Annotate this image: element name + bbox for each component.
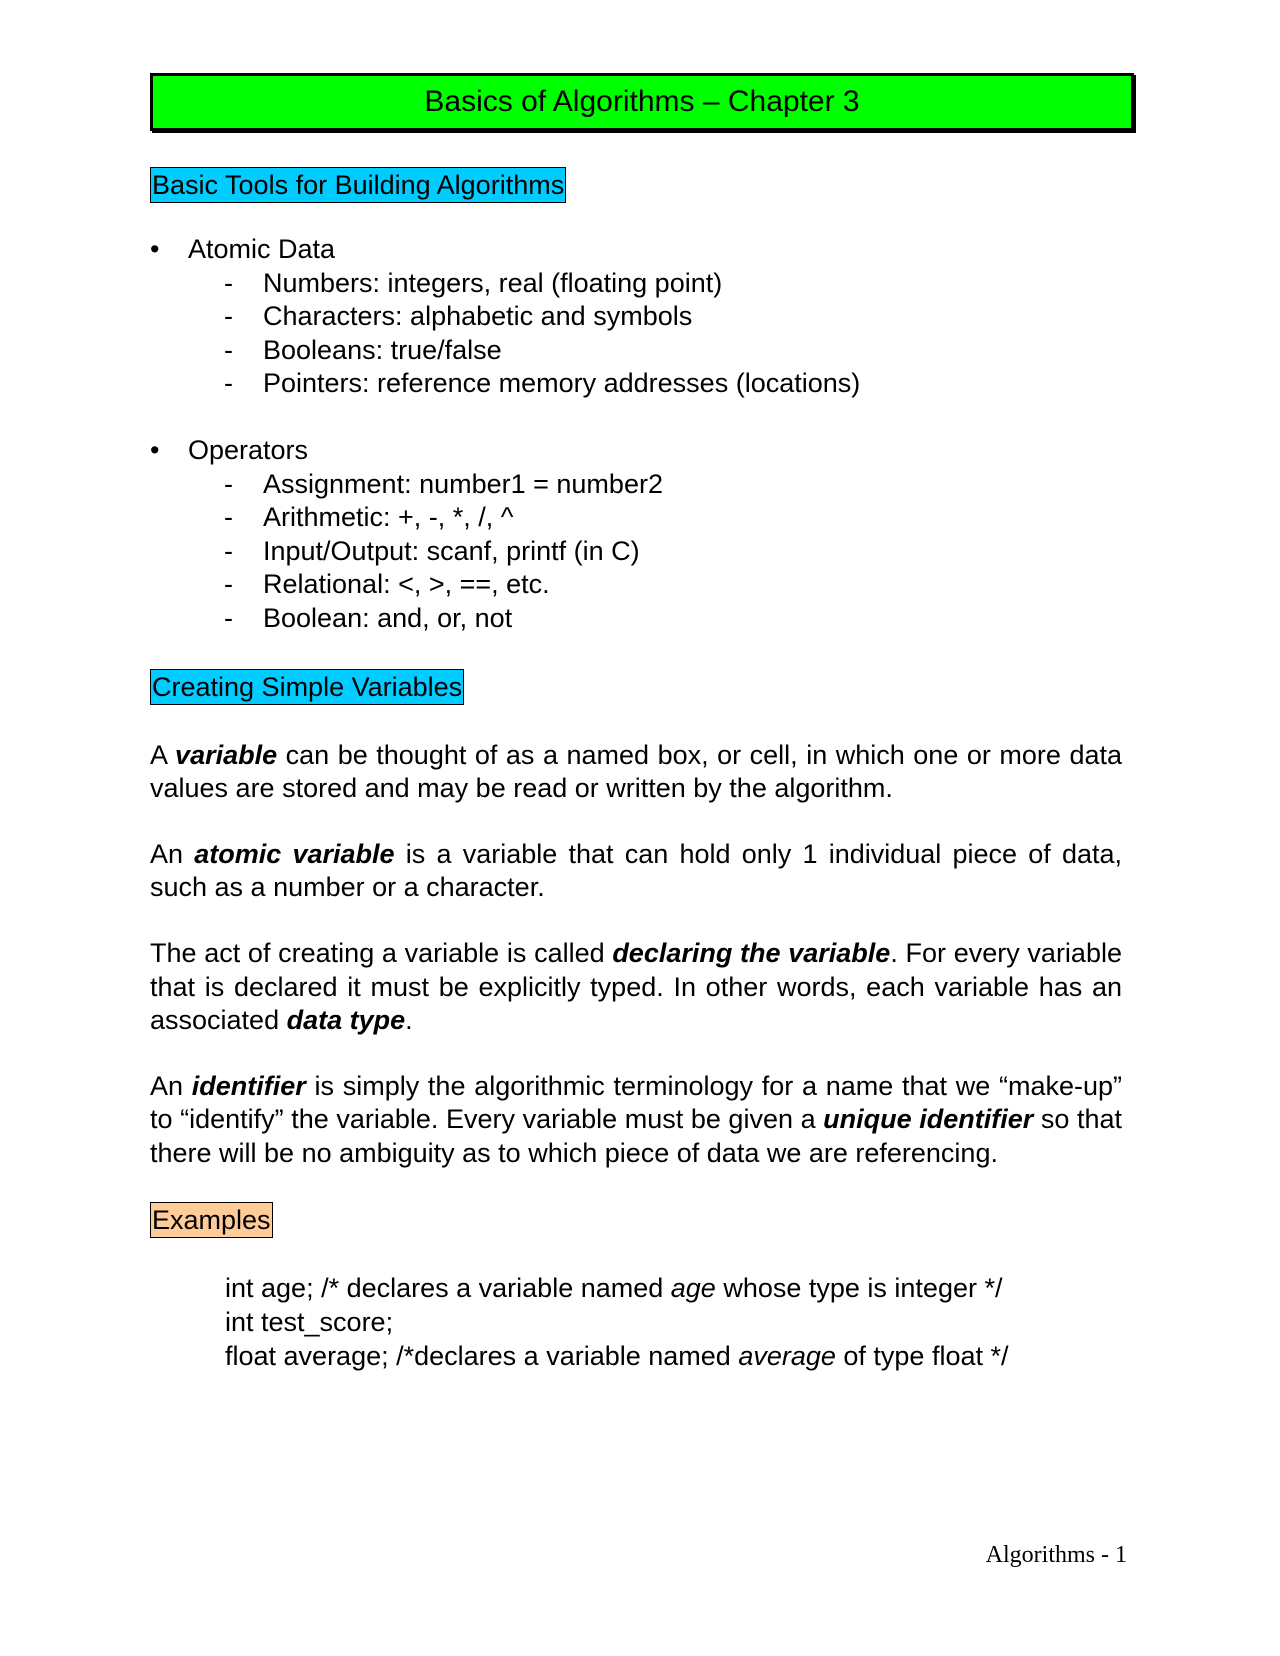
bullet-operators bbox=[150, 434, 1134, 636]
list-item: - Relational: <, >, ==, etc. bbox=[224, 569, 550, 600]
page-title-text: Basics of Algorithms – Chapter 3 bbox=[424, 85, 860, 118]
list-item: - Input/Output: scanf, printf (in C) bbox=[224, 535, 640, 566]
list-item: - Arithmetic: +, -, *, /, ^ bbox=[224, 502, 514, 533]
list-item: - Pointers: reference memory addresses (locations) bbox=[224, 368, 861, 399]
list-item: - Booleans: true/false bbox=[224, 334, 502, 365]
code-examples bbox=[150, 1272, 1134, 1373]
list-item: - Numbers: integers, real (floating point) bbox=[224, 267, 723, 298]
section-heading-creating-variables: Creating Simple Variables bbox=[150, 669, 464, 705]
paragraph-atomic-variable: An atomic variable is a variable that can hold only 1 individual piece of data, such as a number or a character. bbox=[150, 838, 1123, 903]
bullet-icon: • bbox=[150, 434, 160, 465]
list-item: - Boolean: and, or, not bbox=[224, 602, 513, 633]
bullet-icon: • bbox=[150, 234, 160, 264]
section-heading-basic-tools: Basic Tools for Building Algorithms bbox=[150, 167, 566, 203]
page-footer: Algorithms - 1 bbox=[985, 1542, 1127, 1568]
section-heading-examples: Examples bbox=[150, 1202, 273, 1238]
list-item: - Characters: alphabetic and symbols bbox=[224, 301, 693, 332]
bullet-label: Atomic Data bbox=[188, 234, 336, 264]
sub-list bbox=[150, 267, 1134, 401]
list-item: - Assignment: number1 = number2 bbox=[224, 468, 663, 499]
code-line: int age; /* declares a variable named age whose type is integer */ bbox=[225, 1273, 1003, 1304]
code-line: float average; /*declares a variable named average of type float */ bbox=[225, 1340, 1009, 1371]
bullet-label: Operators bbox=[188, 434, 309, 465]
sub-list bbox=[150, 468, 1134, 636]
document-page bbox=[150, 73, 1134, 1373]
bullet-atomic-data bbox=[150, 233, 1134, 401]
paragraph-identifier: An identifier is simply the algorithmic terminology for a name that we “make-up” to “identify” the variable. Every variable must be given a unique identifier so that there will be no ambiguity as to which piece of data we are referencing. bbox=[150, 1070, 1122, 1168]
page-title bbox=[150, 73, 1134, 131]
code-line: int test_score; bbox=[225, 1307, 394, 1338]
paragraph-declaring: The act of creating a variable is called declaring the variable. For every variable that is declared it must be explicitly typed. In other words, each variable has an associated data type. bbox=[150, 937, 1122, 1036]
paragraph-variable: A variable can be thought of as a named box, or cell, in which one or more data values are stored and may be read or written by the algorithm. bbox=[150, 739, 1122, 804]
